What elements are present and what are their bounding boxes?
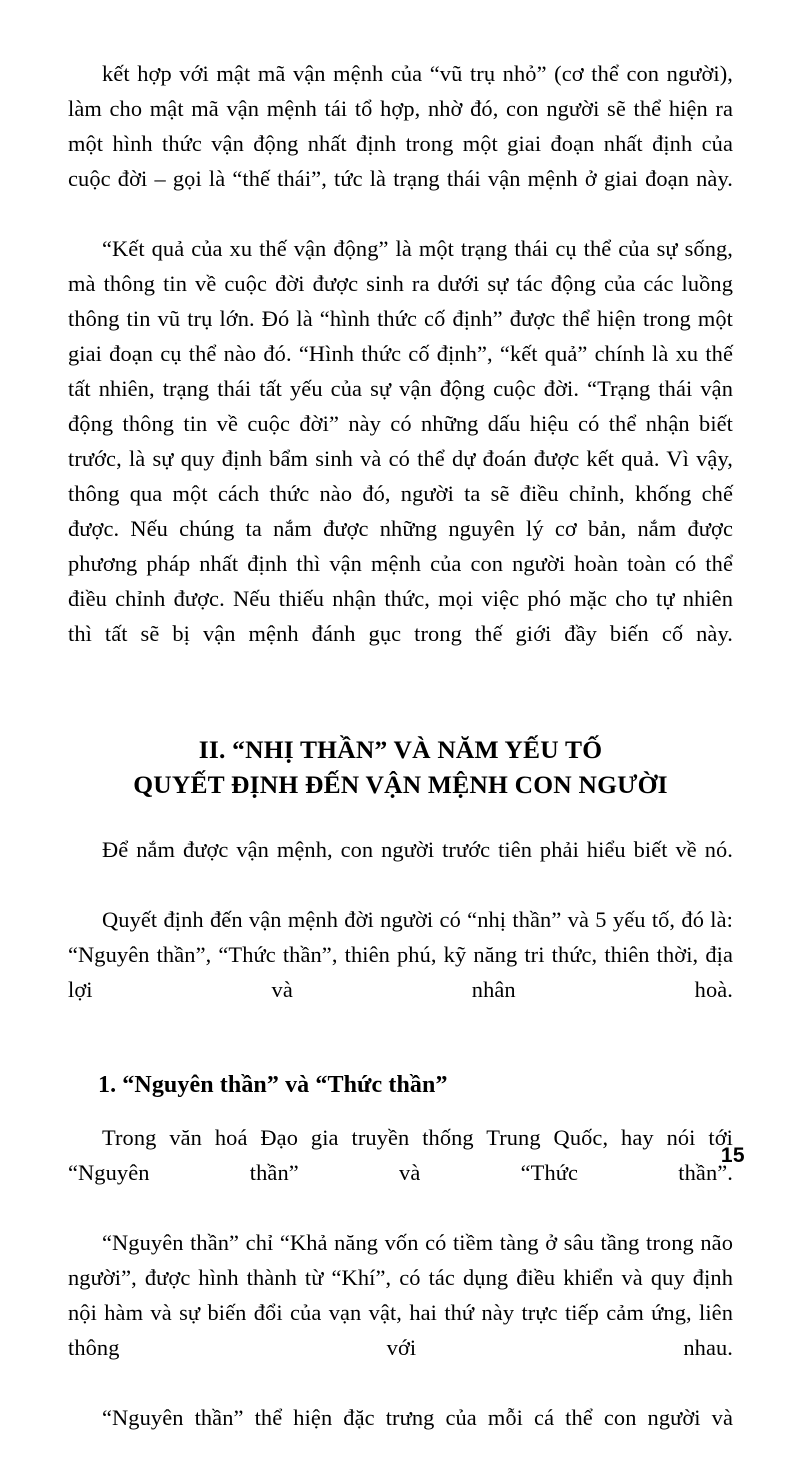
section-paragraph-1: Để nắm được vận mệnh, con người trước tiên phải hiểu biết về nó. <box>102 837 733 862</box>
body-paragraph-2: “Kết quả của xu thế vận động” là một trạng thái cụ thể của sự sống, mà thông tin về cuộc đời được sinh ra dưới sự tác động của các luồng thông tin vũ trụ lớn. Đó là “hình thức cố định” được thể hiện trong một giai đoạn cụ thể nào đó. “Hình thức cố định”, “kết quả” chính là xu thế tất nhiên, trạng thái tất yếu của sự vận động cuộc đời. “Trạng thái vận động thông tin về cuộc đời” này có những dấu hiệu có thể nhận biết trước, là sự quy định bẩm sinh và có thể dự đoán được kết quả. Vì vậy, thông qua một cách thức nào đó, người ta sẽ điều chỉnh, khống chế được. Nếu chúng ta nắm được những nguyên lý cơ bản, nắm được phương pháp nhất định thì vận mệnh của con người hoàn toàn có thể điều chỉnh được. Nếu thiếu nhận thức, mọi việc phó mặc cho tự nhiên thì tất sẽ bị vận mệnh đánh gục trong thế giới đầy biến cố này. <box>68 236 733 646</box>
section-paragraph-2: Quyết định đến vận mệnh đời người có “nhị thần” và 5 yếu tố, đó là: “Nguyên thần”, “Thức thần”, thiên phú, kỹ năng tri thức, thiên thời, địa lợi và nhân hoà. <box>68 907 733 1002</box>
subsection-paragraph-2: “Nguyên thần” chỉ “Khả năng vốn có tiềm tàng ở sâu tầng trong não người”, được hình thành từ “Khí”, có tác dụng điều khiển và quy định nội hàm và sự biến đổi của vạn vật, hai thứ này trực tiếp cảm ứng, liên thông với nhau. <box>68 1230 733 1360</box>
subsection-paragraph-3: “Nguyên thần” thể hiện đặc trưng của mỗi cá thể con người và <box>102 1405 733 1430</box>
body-paragraph-1: kết hợp với mật mã vận mệnh của “vũ trụ nhỏ” (cơ thể con người), làm cho mật mã vận mệnh tái tổ hợp, nhờ đó, con người sẽ thể hiện ra một hình thức vận động nhất định trong một giai đoạn nhất định của cuộc đời – gọi là “thế thái”, tức là trạng thái vận mệnh ở giai đoạn này. <box>68 61 733 191</box>
subsection-paragraph-1: Trong văn hoá Đạo gia truyền thống Trung Quốc, hay nói tới “Nguyên thần” và “Thức thần”. <box>68 1125 733 1185</box>
section-heading-line-2: QUYẾT ĐỊNH ĐẾN VẬN MỆNH CON NGƯỜI <box>133 770 668 799</box>
section-heading-block <box>68 732 733 802</box>
page-content <box>68 56 733 1470</box>
page-number: 15 <box>720 1144 745 1167</box>
subsection-heading-block <box>68 1068 733 1102</box>
section-heading-line-1: II. “NHỊ THẦN” VÀ NĂM YẾU TỐ <box>198 735 603 764</box>
subsection-heading: 1. “Nguyên thần” và “Thức thần” <box>98 1072 448 1098</box>
